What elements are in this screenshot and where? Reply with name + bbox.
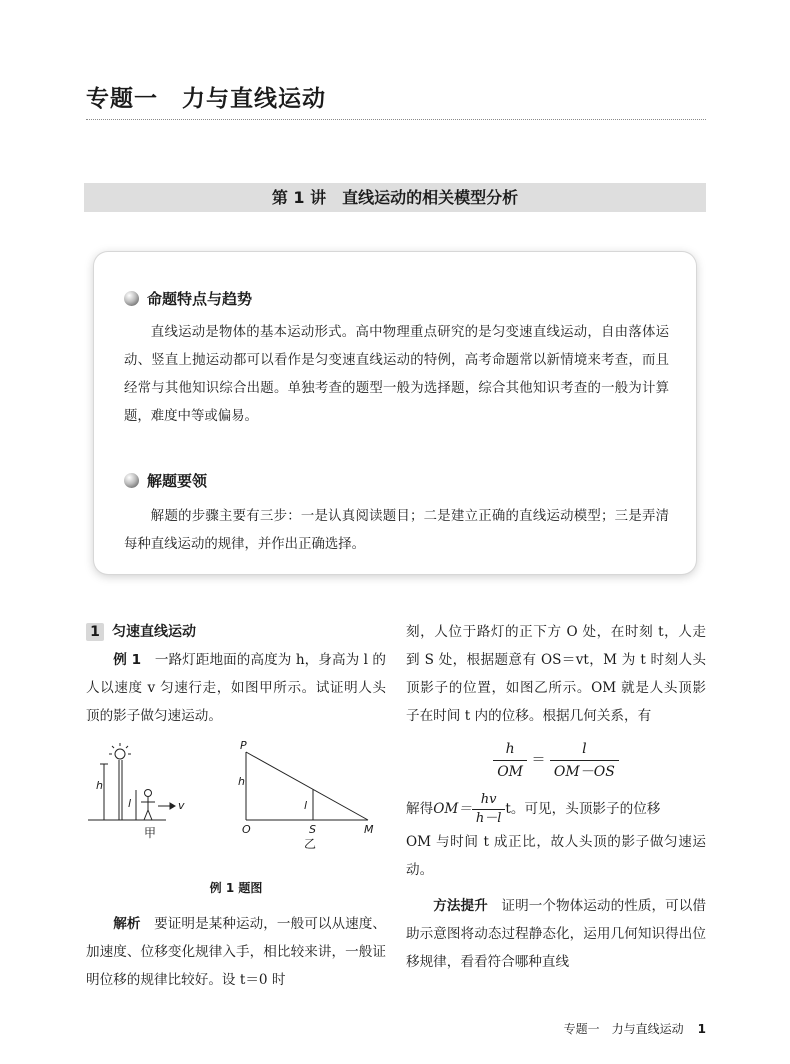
fig-label-s: S — [309, 823, 316, 836]
fig-label-jia: 甲 — [144, 826, 157, 840]
fraction-left-numerator: h — [493, 738, 527, 761]
subsection-number: 1 — [86, 623, 104, 641]
example-text: 一路灯距地面的高度为 h，身高为 l 的人以速度 v 匀速行走，如图甲所示。试证明人头顶的影子做匀速运动。 — [86, 652, 386, 724]
section-trend-title: 命题特点与趋势 — [147, 290, 253, 308]
page-number: 1 — [697, 1022, 706, 1036]
example-paragraph — [86, 646, 386, 730]
section-method-text: 解题的步骤主要有三步：一是认真阅读题目；二是建立正确的直线运动模型；三是弄清每种直线运动的规律，并作出正确选择。 — [124, 509, 669, 552]
chapter-title: 专题一 力与直线运动 — [86, 80, 706, 120]
method-paragraph — [406, 892, 706, 976]
method-text: 证明一个物体运动的性质，可以借助示意图将动态过程静态化，运用几何知识得出位移规律，看看符合哪种直线 — [406, 898, 707, 970]
subsection-title: 匀速直线运动 — [112, 624, 196, 640]
fraction-right-numerator: l — [550, 738, 619, 761]
fig-label-o: O — [242, 823, 251, 836]
right-column — [406, 618, 706, 976]
solve-fraction — [472, 791, 506, 828]
fraction-right-denominator: OM－OS — [553, 764, 615, 780]
summary-card — [94, 252, 696, 574]
analysis-paragraph — [86, 910, 386, 994]
section-method-heading — [124, 470, 207, 491]
figure-caption: 例 1 题图 — [209, 881, 263, 895]
section-trend-heading — [124, 288, 252, 309]
solution-paragraph-1: 刻，人位于路灯的正下方 O 处，在时刻 t，人走到 S 处，根据题意有 OS＝vt，M 为 t 时刻人头顶影子的位置，如图乙所示。OM 就是人头顶影子在时间 t 内的位移。根据几何关系，有 — [406, 624, 706, 724]
fig-label-l1: l — [128, 797, 132, 810]
example-figure — [86, 740, 386, 870]
geometry-equation — [406, 738, 706, 783]
fig-label-h1: h — [96, 779, 103, 792]
fraction-left — [493, 738, 527, 783]
footer-chapter: 专题一 力与直线运动 — [563, 1022, 684, 1036]
fraction-right — [550, 738, 619, 783]
fig-label-m: M — [364, 823, 374, 836]
subsection-heading — [86, 618, 386, 646]
fig-label-v: v — [178, 799, 185, 812]
fig-label-l2: l — [304, 799, 308, 812]
left-column — [86, 618, 386, 994]
section-trend-text: 直线运动是物体的基本运动形式。高中物理重点研究的是匀变速直线运动，自由落体运动、竖直上抛运动都可以看作是匀变速直线运动的特例，高考命题常以新情境来考查，而且经常与其他知识综合出题。单独考查的题型一般为选择题，综合其他知识考查的一般为计算题，难度中等或偏易。 — [124, 325, 669, 424]
solve-om: OM＝ — [433, 801, 472, 817]
section-method-title: 解题要领 — [147, 472, 208, 490]
example-label: 例 1 — [113, 652, 142, 668]
page-footer — [564, 1020, 706, 1037]
equals-sign: ＝ — [531, 752, 546, 769]
solve-denominator: h－l — [475, 811, 502, 826]
fig-label-h2: h — [238, 775, 245, 788]
solve-suffix: t。可见，头顶影子的位移 — [505, 801, 661, 817]
fig-label-yi: 乙 — [304, 837, 317, 851]
fig-label-p: P — [240, 739, 247, 752]
analysis-text: 要证明是某种运动，一般可以从速度、加速度、位移变化规律入手，相比较来讲，一般证明位移的规律比较好。设 t＝0 时 — [86, 916, 387, 988]
analysis-label: 解析 — [113, 916, 141, 932]
solution-result-line — [406, 791, 706, 828]
bullet-sphere-icon — [124, 473, 139, 488]
solve-prefix: 解得 — [406, 801, 434, 817]
lecture-title: 第 1 讲 直线运动的相关模型分析 — [84, 183, 706, 212]
solve-numerator: hv — [472, 791, 506, 810]
fraction-left-denominator: OM — [497, 764, 523, 780]
method-label: 方法提升 — [433, 898, 488, 914]
bullet-sphere-icon — [124, 291, 139, 306]
solution-paragraph-2: OM 与时间 t 成正比，故人头顶的影子做匀速运动。 — [406, 834, 706, 878]
